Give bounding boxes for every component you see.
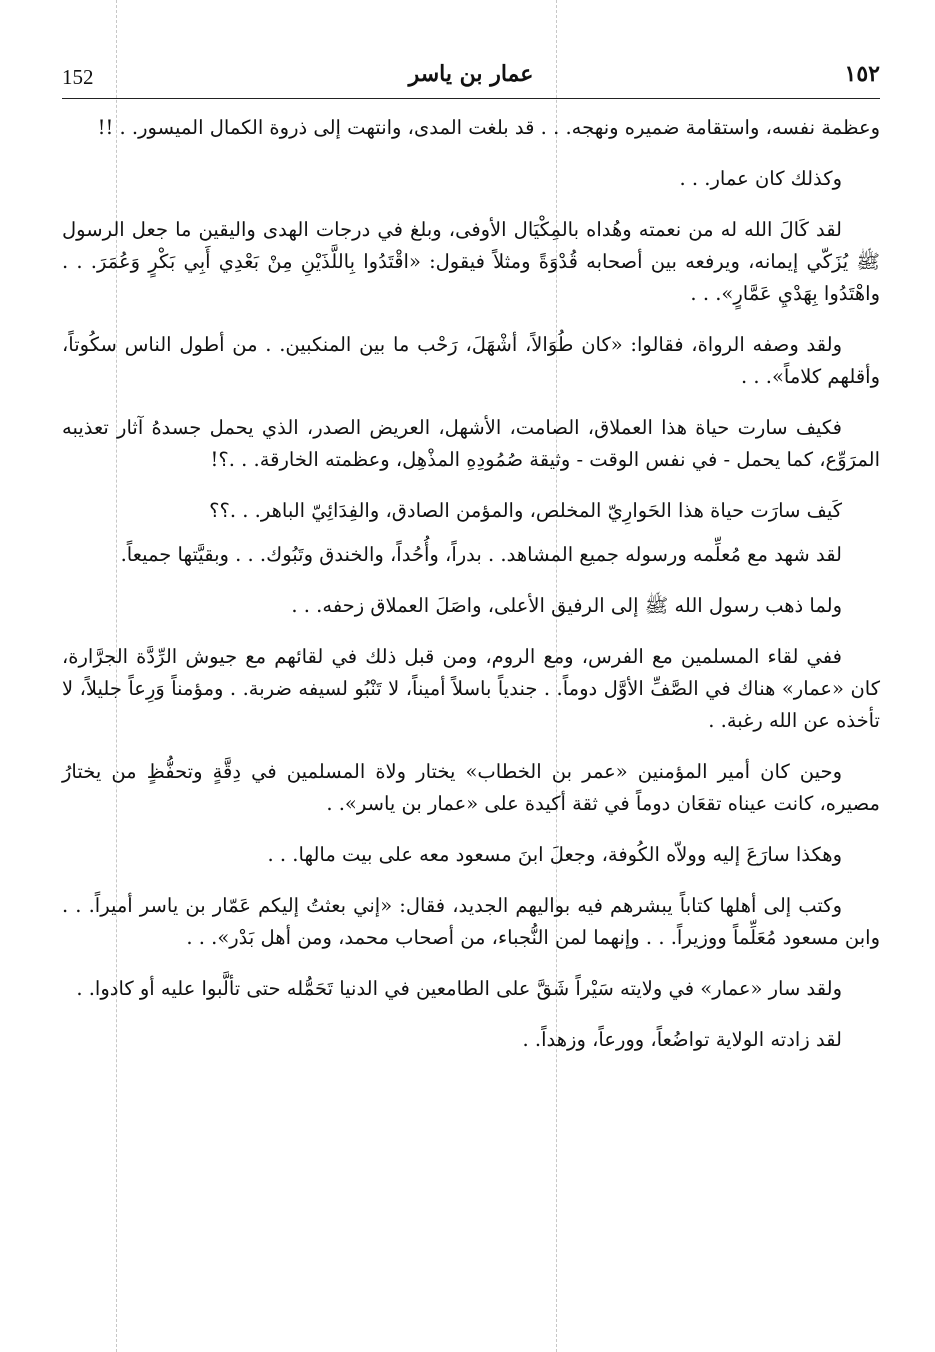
header-rule — [62, 98, 880, 99]
paragraph: وهكذا سارَعَ إليه وولاّه الكُوفة، وجعلَ ابنَ مسعود معه على بيت مالها. . . — [267, 843, 842, 866]
paragraph: وعظمة نفسه، واستقامة ضميره ونهجه. . . قد بلغت المدى، وانتهت إلى ذروة الكمال الميسور. . !! — [97, 116, 880, 139]
paragraph: وكتب إلى أهلها كتاباً يبشرهم فيه بواليهم الجديد، فقال: «إني بعثتُ إليكم عَمّار بن ياسر أميراً. . . وابن مسعود مُعَلِّماً ووزيراً. . . وإنهما لمن النُّجباء، من أصحاب محمد، ومن أهل بَدْر». . . — [62, 894, 880, 949]
page-header — [62, 55, 880, 95]
running-title: عمار بن ياسر — [408, 61, 534, 87]
paragraph: ففي لقاء المسلمين مع الفرس، ومع الروم، ومن قبل ذلك في لقائهم مع جيوش الرِّدَّة الجرَّارة، كان «عمار» هناك في الصَّفِّ الأوَّل دوماً. . جندياً باسلاً أميناً، لا تَنْبُو لسيفه ضربة. . ومؤمناً وَرِعاً جليلاً، لا تأخذه عن الله رغبة. . — [62, 645, 880, 732]
paragraph: وكذلك كان عمار. . . — [679, 167, 842, 190]
paragraph: فكيف سارت حياة هذا العملاق، الصامت، الأشهل، العريض الصدر، الذي يحمل جسدهُ آثار تعذيبه المرَوِّع، كما يحمل - في نفس الوقت - وثيقة صُمُودِهِ المذْهِل، وعظمته الخارقة. . .؟! — [62, 416, 880, 471]
paragraph: لقد شهد مع مُعلِّمه ورسوله جميع المشاهد. . بدراً، وأُحُداً، والخندق وتَبُوك. . . وبقيَّتها جميعاً. — [120, 543, 842, 566]
paragraph: لقد كَالَ الله له من نعمته وهُداه بالمِكْيَال الأوفى، وبلغ في درجات الهدى واليقين ما جعل الرسول ﷺ يُزَكّي إيمانه، ويرفعه بين أصحابه قُدْوَةً ومثلاً فيقول: «اقْتَدُوا بِاللَّذَيْنِ مِنْ بَعْدِي أَبِي بَكْرٍ وَعُمَرَ. . . واهْتَدُوا بِهَدْيِ عَمَّارٍ». . . — [62, 218, 880, 305]
body-text — [62, 112, 880, 1075]
paragraph: ولقد سار «عمار» في ولايته سَيْراً شَقَّ على الطامعين في الدنيا تَحَمُّله حتى تألَّبوا عليه أو كادوا. . — [76, 977, 842, 1000]
paragraph: كَيف سارَت حياة هذا الحَوارِيّ المخلص، والمؤمن الصادق، والفِدَائِيّ الباهر. . .؟؟ — [209, 499, 842, 522]
paragraph: ولما ذهب رسول الله ﷺ إلى الرفيق الأعلى، واصَلَ العملاق زحفه. . . — [291, 594, 842, 617]
paragraph: ولقد وصفه الرواة، فقالوا: «كان طُوَالاً، أشْهَلَ، رَحْب ما بين المنكبين. . من أطول الناس سكُوتاً، وأقلهم كلاماً». . . — [62, 333, 880, 388]
paragraph: وحين كان أمير المؤمنين «عمر بن الخطاب» يختار ولاة المسلمين في دِقَّةٍ وتحفُّظٍ من يختارُ مصيره، كانت عيناه تقعَان دوماً في ثقة أكيدة على «عمار بن ياسر». . — [62, 760, 880, 815]
paragraph: لقد زادته الولاية تواضُعاً، وورعاً، وزهداً. . — [522, 1028, 842, 1051]
page-number-arabic: ١٥٢ — [844, 61, 880, 87]
page-number-latin: 152 — [62, 65, 94, 89]
